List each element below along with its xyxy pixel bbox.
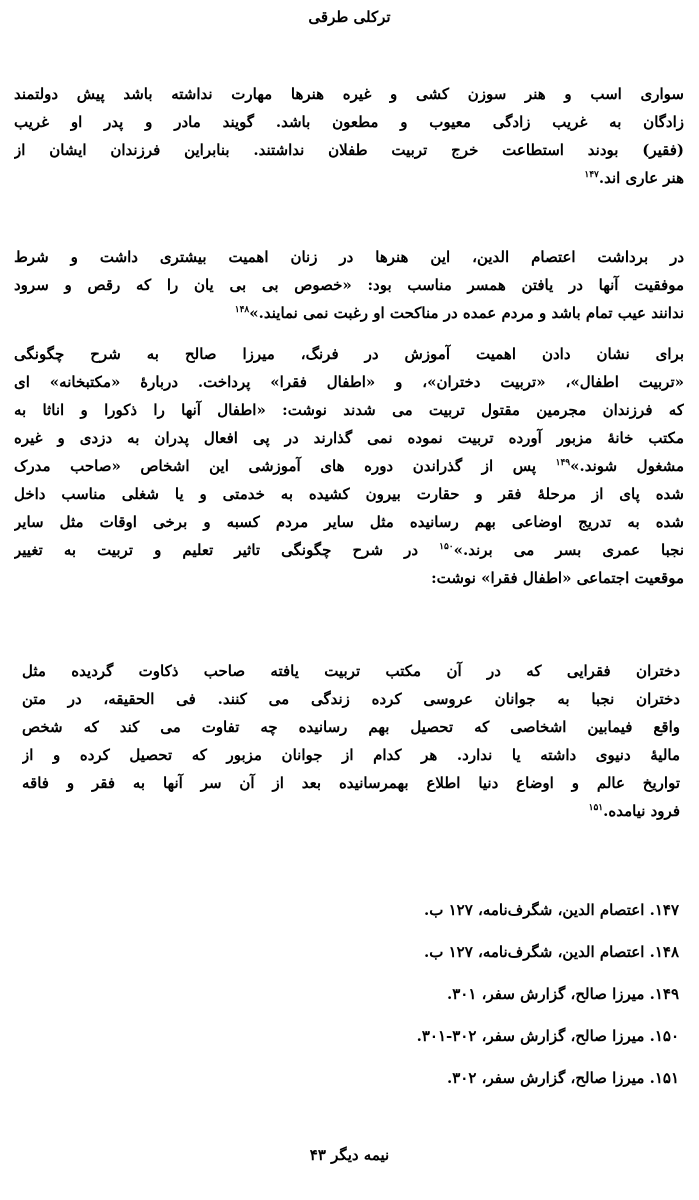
text-line xyxy=(14,452,684,480)
line-text: پس از گذراندن دوره های آموزشی این اشخاص «صاحب مدرک xyxy=(14,457,537,475)
quote-line: مالیهٔ دنیوی داشته یا ندارد. هر کدام از جوانان مزبور که تحصیل کرده و از xyxy=(22,746,680,764)
line-text: ندانند عیب تمام باشد و مردم عمده در مناکحت او رغبت نمی نمایند.» xyxy=(249,304,684,322)
footnote-text: اعتصام الدین، شگرف‌نامه، ۱۲۷ ب. xyxy=(424,901,645,919)
text-line: شده پای از مرحلهٔ فقر و حقارت بیرون کشیده به خدمتی و یا شغلی مناسب داخل xyxy=(14,485,684,503)
footnote-number: ۱۴۷. xyxy=(649,901,679,919)
text-line: در برداشت اعتصام الدین، این هنرها در زنان اهمیت بیشتری داشت و شرط xyxy=(14,248,684,266)
text-line: زادگان به غریب زادگی معیوب و مطعون باشد. گویند مادر و پدر او غریب xyxy=(14,113,684,131)
text-line: موقعیت اجتماعی «اطفال فقرا» نوشت: xyxy=(431,569,684,587)
footnote-number: ۱۵۰. xyxy=(649,1027,679,1045)
footnote-ref-147: ۱۴۷ xyxy=(584,170,599,180)
text-line xyxy=(14,299,684,327)
text-line: موفقیت آنها در یافتن همسر مناسب بود: «خصوص بی بی یان را که رقص و سرود xyxy=(14,276,684,294)
footnote-text: اعتصام الدین، شگرف‌نامه، ۱۲۷ ب. xyxy=(424,943,645,961)
block-quote xyxy=(22,657,680,825)
footnote-150 xyxy=(417,1021,679,1063)
paragraph-3 xyxy=(14,340,684,592)
footnotes xyxy=(417,895,679,1105)
footnote-text: میرزا صالح، گزارش سفر، ۳۰۲-۳۰۱. xyxy=(416,1027,645,1045)
footnote-ref-151: ۱۵۱ xyxy=(588,803,604,813)
footnote-ref-150: ۱۵۰ xyxy=(439,542,454,552)
text-line: مکتب خانهٔ مزبور آورده تربیت نموده نمی گذارند در پی افعال پدران به دزدی و غیره xyxy=(14,429,684,447)
running-header: ترکلی طرقی xyxy=(308,8,391,26)
footnote-151 xyxy=(417,1063,679,1105)
footnote-147 xyxy=(417,895,679,937)
footnote-148 xyxy=(417,937,679,979)
footnote-number: ۱۵۱. xyxy=(649,1069,679,1087)
line-text: نجبا عمری بسر می برند.» xyxy=(453,541,684,559)
footnote-number: ۱۴۸. xyxy=(649,943,679,961)
footnote-ref-149: ۱۴۹ xyxy=(555,458,571,468)
text-line: «تربیت اطفال»، «تربیت دختران»، و «اطفال فقرا» پرداخت. دربارهٔ «مکتبخانه» ای xyxy=(14,373,684,391)
footnote-number: ۱۴۹. xyxy=(649,985,679,1003)
paragraph-2 xyxy=(14,243,684,327)
line-text: در شرح چگونگی تاثیر تعلیم و تربیت به تغییر xyxy=(14,541,419,559)
line-text: فرود نیامده. xyxy=(603,802,680,820)
quote-line: دختران نجبا به جوانان عروسی کرده زندگی می کنند. فی الحقیقه، در متن xyxy=(22,690,680,708)
footnote-text: میرزا صالح، گزارش سفر، ۳۰۲. xyxy=(447,1069,645,1087)
line-text: مشغول شوند.» xyxy=(570,457,684,475)
footnote-149 xyxy=(417,979,679,1021)
text-line: برای نشان دادن اهمیت آموزش در فرنگ، میرزا صالح به شرح چگونگی xyxy=(14,345,684,363)
quote-line xyxy=(22,797,680,825)
text-line xyxy=(14,536,684,564)
footnote-ref-148: ۱۴۸ xyxy=(234,305,250,315)
quote-line: تواریخ عالم و اوضاع دنیا اطلاع بهمرسانیده بعد از آن سر آنها به فقر و فاقه xyxy=(22,774,680,792)
quote-line: واقع فیمابین اشخاصی که تحصیل بهم رسانیده چه تفاوت می کند که شخص xyxy=(22,718,680,736)
text-line: شده به تدریج اوضاعی بهم رسانیده مثل سایر مردم کسبه و برخی اوقات مثل سایر xyxy=(14,513,684,531)
page-footer: نیمه دیگر ۴۳ xyxy=(309,1146,390,1164)
text-line xyxy=(14,164,684,192)
text-line: (فقیر) بودند استطاعت خرج تربیت طفلان نداشتند. بنابراین فرزندان ایشان از xyxy=(14,141,684,159)
paragraph-1 xyxy=(14,80,684,192)
quote-line: دختران فقرایی که در آن مکتب تربیت یافته صاحب ذکاوت گردیده مثل xyxy=(22,662,680,680)
footnote-text: میرزا صالح، گزارش سفر، ۳۰۱. xyxy=(447,985,645,1003)
text-line: که فرزندان مجرمین مقتول تربیت می شدند نوشت: «اطفال آنها را ذکورا و اناثا به xyxy=(14,401,684,419)
text-line: سواری اسب و هنر سوزن کشی و غیره هنرها مهارت نداشته باشد پیش دولتمند xyxy=(14,85,684,103)
line-text: هنر عاری اند. xyxy=(598,169,684,187)
